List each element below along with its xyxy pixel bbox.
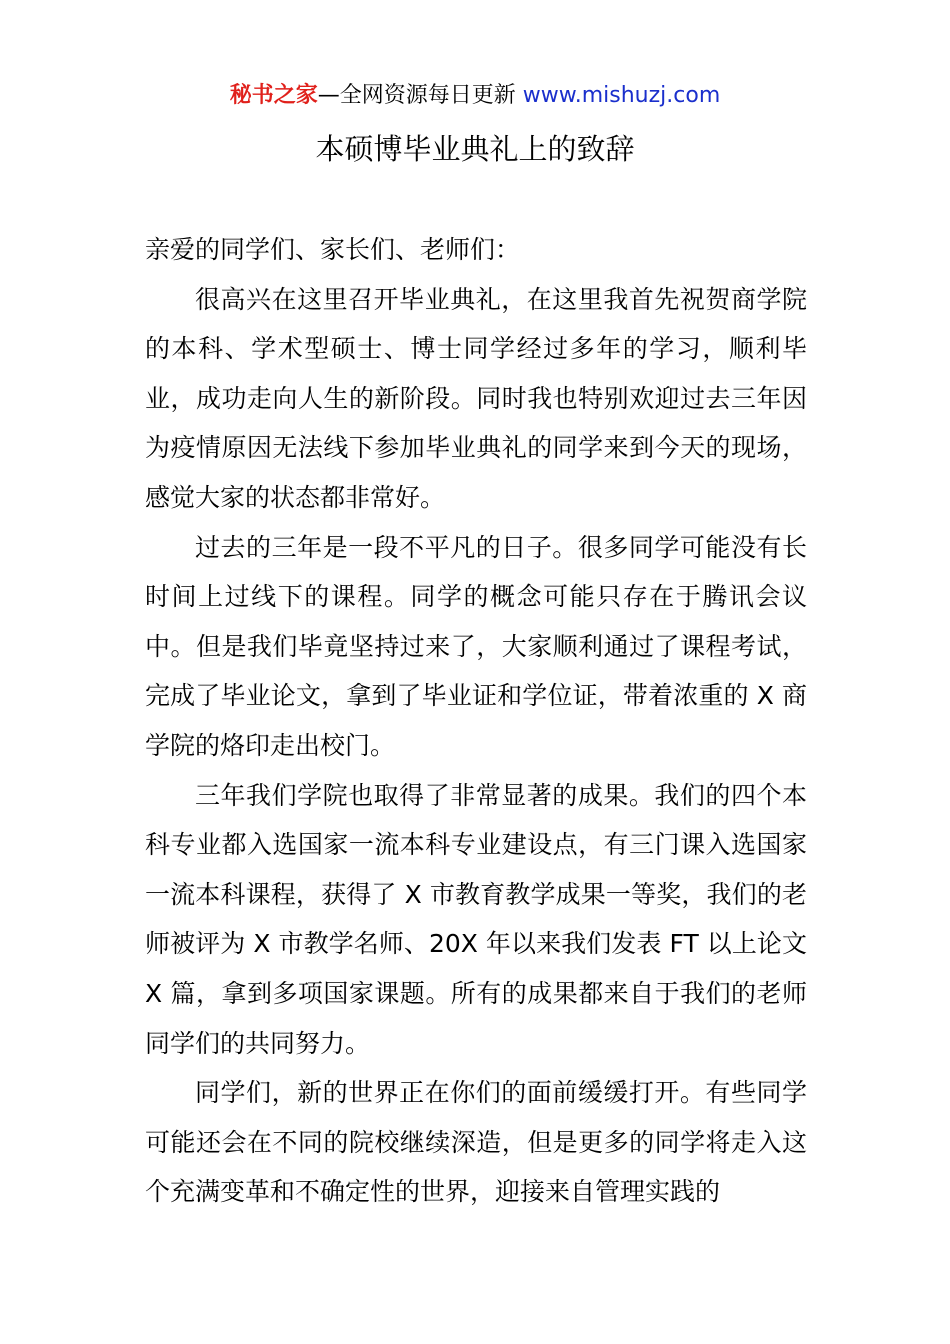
header-tagline: —全网资源每日更新 xyxy=(317,83,516,108)
site-header xyxy=(0,80,950,112)
paragraph: 很高兴在这里召开毕业典礼，在这里我首先祝贺商学院的本科、学术型硕士、博士同学经过多年的学习，顺利毕业，成功走向人生的新阶段。同时我也特别欢迎过去三年因为疫情原因无法线下参加毕业典礼的同学来到今天的现场，感觉大家的状态都非常好。 xyxy=(145,284,807,512)
paragraph: 过去的三年是一段不平凡的日子。很多同学可能没有长时间上过线下的课程。同学的概念可能只存在于腾讯会议中。但是我们毕竟坚持过来了，大家顺利通过了课程考试，完成了毕业论文，拿到了毕业证和学位证，带着浓重的 X 商学院的烙印走出校门。 xyxy=(145,532,807,760)
site-url-link[interactable]: www.mishuzj.com xyxy=(522,83,721,108)
salutation: 亲爱的同学们、家长们、老师们： xyxy=(145,235,521,264)
paragraph: 同学们，新的世界正在你们的面前缓缓打开。有些同学可能还会在不同的院校继续深造，但是更多的同学将走入这个充满变革和不确定性的世界，迎接来自管理实践的 xyxy=(145,1078,807,1207)
paragraph: 三年我们学院也取得了非常显著的成果。我们的四个本科专业都入选国家一流本科专业建设点，有三门课入选国家一流本科课程，获得了 X 市教育教学成果一等奖，我们的老师被评为 X 市教学名师、20X 年以来我们发表 FT 以上论文 X 篇，拿到多项国家课题。所有的成果都来自于我们的老师同学们的共同努力。 xyxy=(145,780,807,1058)
document-body xyxy=(145,225,807,1217)
brand-name: 秘书之家 xyxy=(229,83,318,108)
document-title: 本硕博毕业典礼上的致辞 xyxy=(315,132,635,166)
